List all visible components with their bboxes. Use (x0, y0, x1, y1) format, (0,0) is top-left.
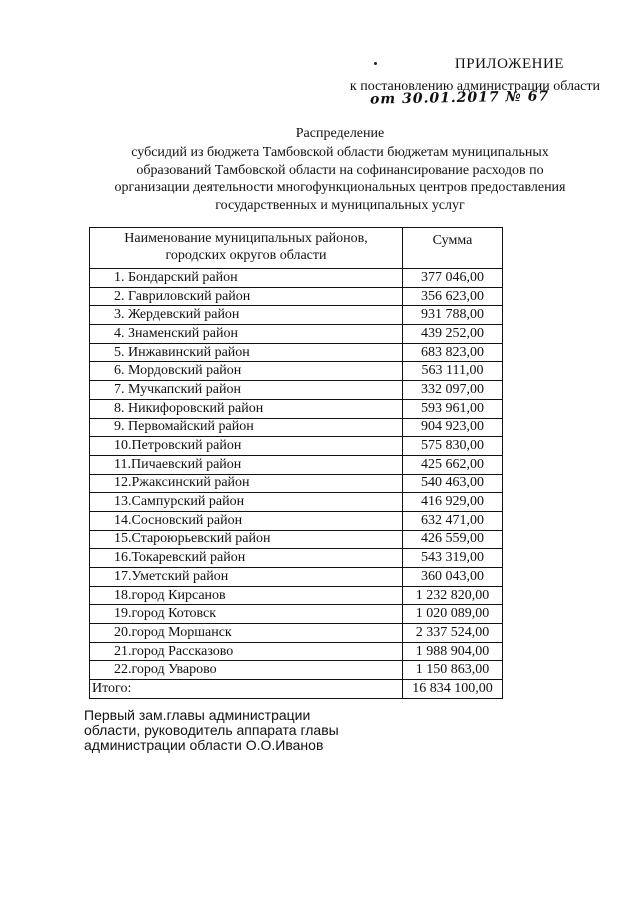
header-name-line1: Наименование муниципальных районов, (124, 231, 368, 246)
row-name: 3. Жердевский район (90, 306, 403, 325)
row-sum: 563 111,00 (403, 362, 503, 381)
distribution-table (89, 227, 503, 699)
row-sum: 356 623,00 (403, 287, 503, 306)
table-row (90, 306, 503, 325)
table-row (90, 661, 503, 680)
row-sum: 540 463,00 (403, 474, 503, 493)
table-row (90, 381, 503, 400)
row-sum: 1 988 904,00 (403, 642, 503, 661)
table-row (90, 605, 503, 624)
table-row (90, 568, 503, 587)
table-row (90, 624, 503, 643)
handwritten-date-number: от 30.01.2017 № 67 (369, 88, 550, 108)
row-name: 10.Петровский район (90, 437, 403, 456)
row-sum: 1 150 863,00 (403, 661, 503, 680)
row-name: 8. Никифоровский район (90, 399, 403, 418)
row-name: 16.Токаревский район (90, 549, 403, 568)
appendix-header (300, 56, 600, 95)
signature-line: Первый зам.главы администрации (84, 707, 311, 723)
row-name: 1. Бондарский район (90, 269, 403, 288)
subtitle-line: организации деятельности многофункциональных центров предоставления (114, 180, 566, 195)
row-sum: 439 252,00 (403, 325, 503, 344)
appendix-subtitle: к постановлению администрации области (349, 79, 600, 94)
table-row (90, 343, 503, 362)
table-row (90, 511, 503, 530)
table-row (90, 437, 503, 456)
row-sum: 2 337 524,00 (403, 624, 503, 643)
table-body (90, 269, 503, 680)
row-sum: 904 923,00 (403, 418, 503, 437)
table-row (90, 418, 503, 437)
document-title: Распределение (295, 126, 385, 141)
header-name-column (90, 228, 403, 269)
row-name: 21.город Рассказово (90, 642, 403, 661)
total-sum: 16 834 100,00 (403, 680, 503, 699)
row-name: 13.Сампурский район (90, 493, 403, 512)
appendix-title: ПРИЛОЖЕНИЕ (454, 56, 564, 72)
table-row (90, 325, 503, 344)
signature-line: администрации области О.О.Иванов (84, 737, 324, 753)
row-name: 20.город Моршанск (90, 624, 403, 643)
row-sum: 426 559,00 (403, 530, 503, 549)
row-sum: 632 471,00 (403, 511, 503, 530)
subtitle-line: государственных и муниципальных услуг (215, 197, 465, 213)
table-row (90, 549, 503, 568)
table-row (90, 586, 503, 605)
row-sum: 931 788,00 (403, 306, 503, 325)
row-name: 22.город Уварово (90, 661, 403, 680)
row-name: 17.Уметский район (90, 568, 403, 587)
subtitle-line: субсидий из бюджета Тамбовской области бюджетам муниципальных (131, 145, 549, 160)
row-name: 12.Ржаксинский район (90, 474, 403, 493)
table-row (90, 474, 503, 493)
row-name: 9. Первомайский район (90, 418, 403, 437)
table-row (90, 455, 503, 474)
table-row (90, 399, 503, 418)
row-sum: 416 929,00 (403, 493, 503, 512)
row-sum: 1 020 089,00 (403, 605, 503, 624)
row-sum: 332 097,00 (403, 381, 503, 400)
row-sum: 593 961,00 (403, 399, 503, 418)
table-header-row (90, 228, 503, 269)
document-subtitle (80, 144, 600, 214)
row-sum: 377 046,00 (403, 269, 503, 288)
table-row (90, 493, 503, 512)
table-row (90, 362, 503, 381)
row-sum: 575 830,00 (403, 437, 503, 456)
row-name: 7. Мучкапский район (90, 381, 403, 400)
subtitle-line: образований Тамбовской области на софинансирование расходов по (136, 162, 544, 178)
signature-line: области, руководитель аппарата главы (84, 722, 339, 738)
row-name: 14.Сосновский район (90, 511, 403, 530)
row-name: 11.Пичаевский район (90, 455, 403, 474)
row-name: 6. Мордовский район (90, 362, 403, 381)
row-sum: 683 823,00 (403, 343, 503, 362)
total-row (90, 680, 503, 699)
row-name: 19.город Котовск (90, 605, 403, 624)
table-row (90, 269, 503, 288)
total-label: Итого: (90, 680, 403, 699)
table-row (90, 287, 503, 306)
row-name: 18.город Кирсанов (90, 586, 403, 605)
row-sum: 425 662,00 (403, 455, 503, 474)
row-sum: 543 319,00 (403, 549, 503, 568)
table-row (90, 530, 503, 549)
header-sum-column: Сумма (403, 228, 503, 269)
table-row (90, 642, 503, 661)
row-name: 15.Староюрьевский район (90, 530, 403, 549)
row-name: 4. Знаменский район (90, 325, 403, 344)
row-sum: 1 232 820,00 (403, 586, 503, 605)
header-name-line2: городских округов области (165, 248, 327, 263)
row-name: 2. Гавриловский район (90, 287, 403, 306)
row-sum: 360 043,00 (403, 568, 503, 587)
signature-block (84, 708, 404, 753)
row-name: 5. Инжавинский район (90, 343, 403, 362)
